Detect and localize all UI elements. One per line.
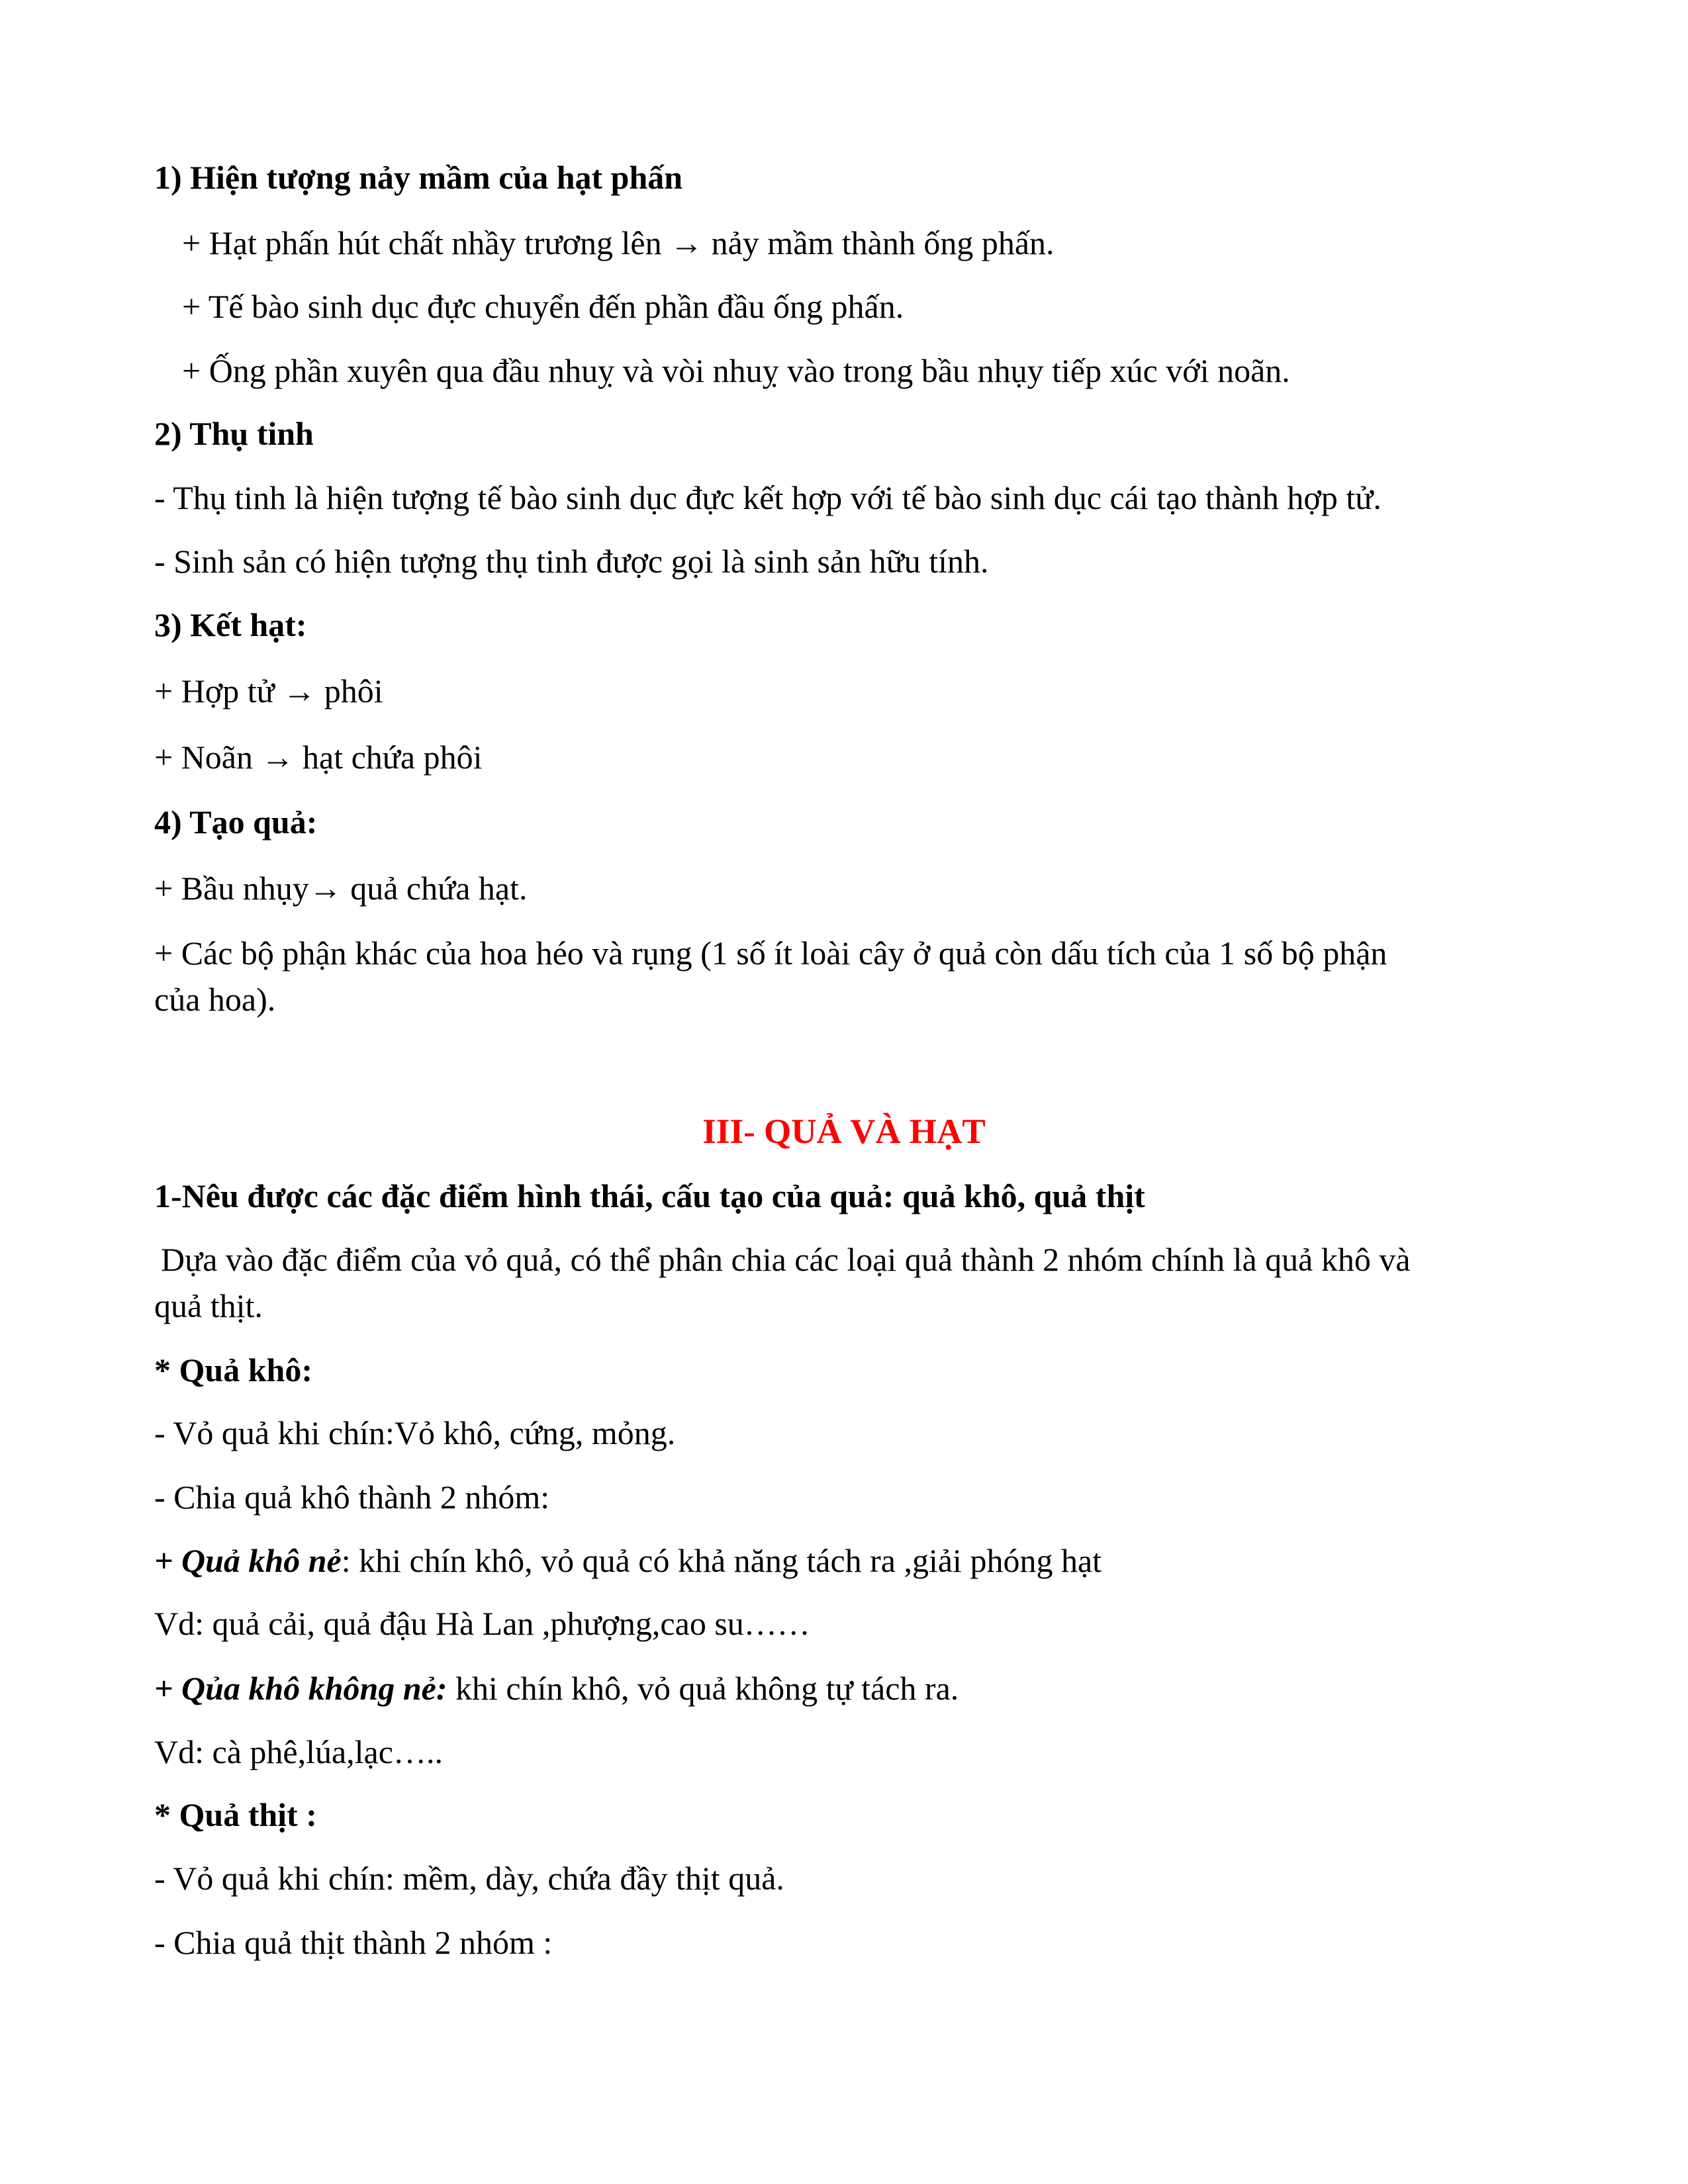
heading-fruit-characteristics: 1-Nêu được các đặc điểm hình thái, cấu tạo của quả: quả khô, quả thịt bbox=[154, 1177, 1145, 1214]
text-fruit-intro-b: quả thịt. bbox=[154, 1287, 263, 1324]
text-pollen-line-1: + Hạt phấn hút chất nhầy trương lên → nảy mầm thành ống phấn. bbox=[182, 224, 1055, 261]
text-fleshy-line-1: - Vỏ quả khi chín: mềm, dày, chứa đầy thịt quả. bbox=[154, 1860, 784, 1897]
heading-fleshy-fruit: * Quả thịt : bbox=[154, 1796, 317, 1833]
heading-seed-formation: 3) Kết hạt: bbox=[154, 606, 307, 643]
label-dry-indehiscent: + Qủa khô không nẻ: bbox=[154, 1670, 447, 1707]
text-fruit-intro-a: Dựa vào đặc điểm của vỏ quả, có thể phân chia các loại quả thành 2 nhóm chính là quả khô và bbox=[161, 1241, 1411, 1278]
text-dry-indehiscent bbox=[154, 1665, 1544, 1711]
text-dry-indehiscent-example: Vd: cà phê,lúa,lạc….. bbox=[154, 1733, 443, 1770]
text-dry-line-2: - Chia quả khô thành 2 nhóm: bbox=[154, 1479, 550, 1516]
heading-pollen-germination: 1) Hiện tượng nảy mầm của hạt phấn bbox=[154, 159, 683, 196]
text-pollen-line-2: + Tế bào sinh dục đực chuyển đến phần đầu ống phấn. bbox=[182, 288, 904, 325]
text-fleshy-line-2: - Chia quả thịt thành 2 nhóm : bbox=[154, 1924, 553, 1961]
text-dry-dehiscent-example: Vd: quả cải, quả đậu Hà Lan ,phượng,cao su…… bbox=[154, 1605, 810, 1642]
desc-dry-indehiscent: khi chín khô, vỏ quả không tự tách ra. bbox=[447, 1670, 959, 1707]
heading-fertilization: 2) Thụ tinh bbox=[154, 415, 314, 452]
text-dry-dehiscent bbox=[154, 1537, 1544, 1584]
heading-dry-fruit: * Quả khô: bbox=[154, 1351, 312, 1388]
section-title-fruit-and-seed: III- QUẢ VÀ HẠT bbox=[702, 1113, 986, 1151]
text-dry-line-1: - Vỏ quả khi chín:Vỏ khô, cứng, mỏng. bbox=[154, 1414, 676, 1451]
text-fertilization-line-1: - Thụ tinh là hiện tượng tế bào sinh dục đực kết hợp với tế bào sinh dục cái tạo thành hợp tử. bbox=[154, 479, 1382, 516]
text-fertilization-line-2: - Sinh sản có hiện tượng thụ tinh được gọi là sinh sản hữu tính. bbox=[154, 543, 989, 580]
text-fruit-line-1: + Bầu nhụy→ quả chứa hạt. bbox=[154, 870, 528, 907]
text-seed-line-2: + Noãn → hạt chứa phôi bbox=[154, 739, 483, 776]
text-pollen-line-3: + Ống phần xuyên qua đầu nhuỵ và vòi nhuỵ vào trong bầu nhụy tiếp xúc với noãn. bbox=[182, 352, 1290, 389]
text-fruit-line-2a: + Các bộ phận khác của hoa héo và rụng (1 số ít loài cây ở quả còn dấu tích của 1 số bộ phận bbox=[154, 934, 1387, 972]
desc-dry-dehiscent: : khi chín khô, vỏ quả có khả năng tách ra ,giải phóng hạt bbox=[341, 1542, 1102, 1579]
heading-fruit-formation: 4) Tạo quả: bbox=[154, 803, 318, 841]
text-fruit-line-2b: của hoa). bbox=[154, 981, 276, 1018]
text-seed-line-1: + Hợp tử → phôi bbox=[154, 672, 383, 709]
label-dry-dehiscent: + Quả khô nẻ bbox=[154, 1542, 342, 1579]
